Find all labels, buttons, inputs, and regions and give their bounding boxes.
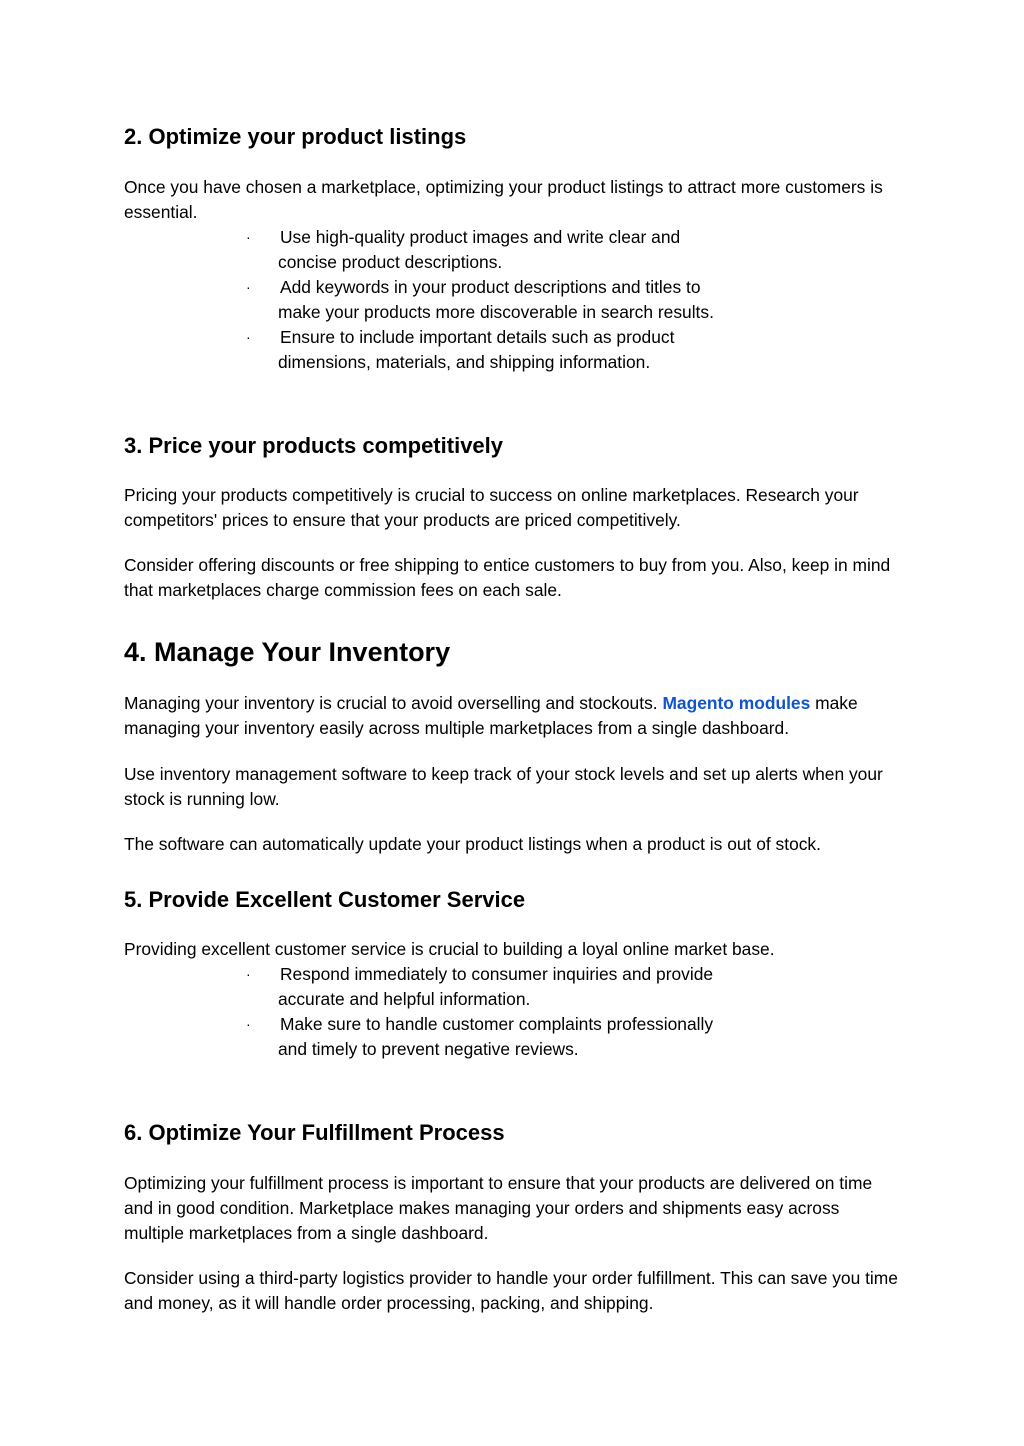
heading-fulfillment-process: 6. Optimize Your Fulfillment Process [124,1120,505,1145]
bullet-dot-icon: · [246,1016,251,1032]
paragraph-s3-1: Pricing your products competitively is crucial to success on online marketplaces. Research your competitors' prices to ensure that your products are priced competitively. [124,485,859,530]
paragraph-s4-1 [124,691,904,741]
paragraph-s4-1-before: Managing your inventory is crucial to avoid overselling and stockouts. [124,693,663,713]
heading-manage-inventory: 4. Manage Your Inventory [124,637,451,667]
bullet-dot-icon: · [246,229,251,245]
paragraph-s3-2: Consider offering discounts or free shipping to entice customers to buy from you. Also, keep in mind that marketplaces charge commission fees on each sale. [124,555,891,600]
bullet-text: Make sure to handle customer complaints professionally and timely to prevent negative reviews. [278,1014,714,1059]
bullet-dot-icon: · [246,279,251,295]
bullet-dot-icon: · [246,329,251,345]
paragraph-s4-3: The software can automatically update your product listings when a product is out of stock. [124,834,821,854]
list-item [124,1012,738,1062]
list-item [124,225,738,275]
paragraph-s6-2: Consider using a third-party logistics provider to handle your order fulfillment. This can save you time and money, as it will handle order processing, packing, and shipping. [124,1268,898,1313]
paragraph-s2-intro: Once you have chosen a marketplace, optimizing your product listings to attract more customers is essential. [124,177,883,222]
paragraph-s4-2: Use inventory management software to keep track of your stock levels and set up alerts when your stock is running low. [124,764,883,809]
heading-price-competitively: 3. Price your products competitively [124,433,504,458]
paragraph-s6-1: Optimizing your fulfillment process is important to ensure that your products are delivered on time and in good condition. Marketplace makes managing your orders and shipments easy across multiple marketplaces from a single dashboard. [124,1173,873,1243]
list-item [124,962,738,1012]
heading-optimize-product-listings: 2. Optimize your product listings [124,124,467,149]
bullet-text: Ensure to include important details such as product dimensions, materials, and shipping information. [278,327,675,372]
paragraph-s5-intro: Providing excellent customer service is crucial to building a loyal online market base. [124,939,775,959]
bullet-list-s2 [124,225,904,375]
bullet-text: Respond immediately to consumer inquiries and provide accurate and helpful information. [278,964,714,1009]
bullet-text: Use high-quality product images and write clear and concise product descriptions. [278,227,681,272]
magento-modules-link[interactable]: Magento modules [662,693,811,713]
list-item [124,275,738,325]
paragraph-s4-1-after: make managing your inventory easily across multiple marketplaces from a single dashboard. [124,693,858,738]
list-item [124,325,738,375]
bullet-list-s5 [124,962,904,1062]
bullet-dot-icon: · [246,966,251,982]
heading-customer-service: 5. Provide Excellent Customer Service [124,887,526,912]
bullet-text: Add keywords in your product descriptions and titles to make your products more discoverable in search results. [278,277,714,322]
